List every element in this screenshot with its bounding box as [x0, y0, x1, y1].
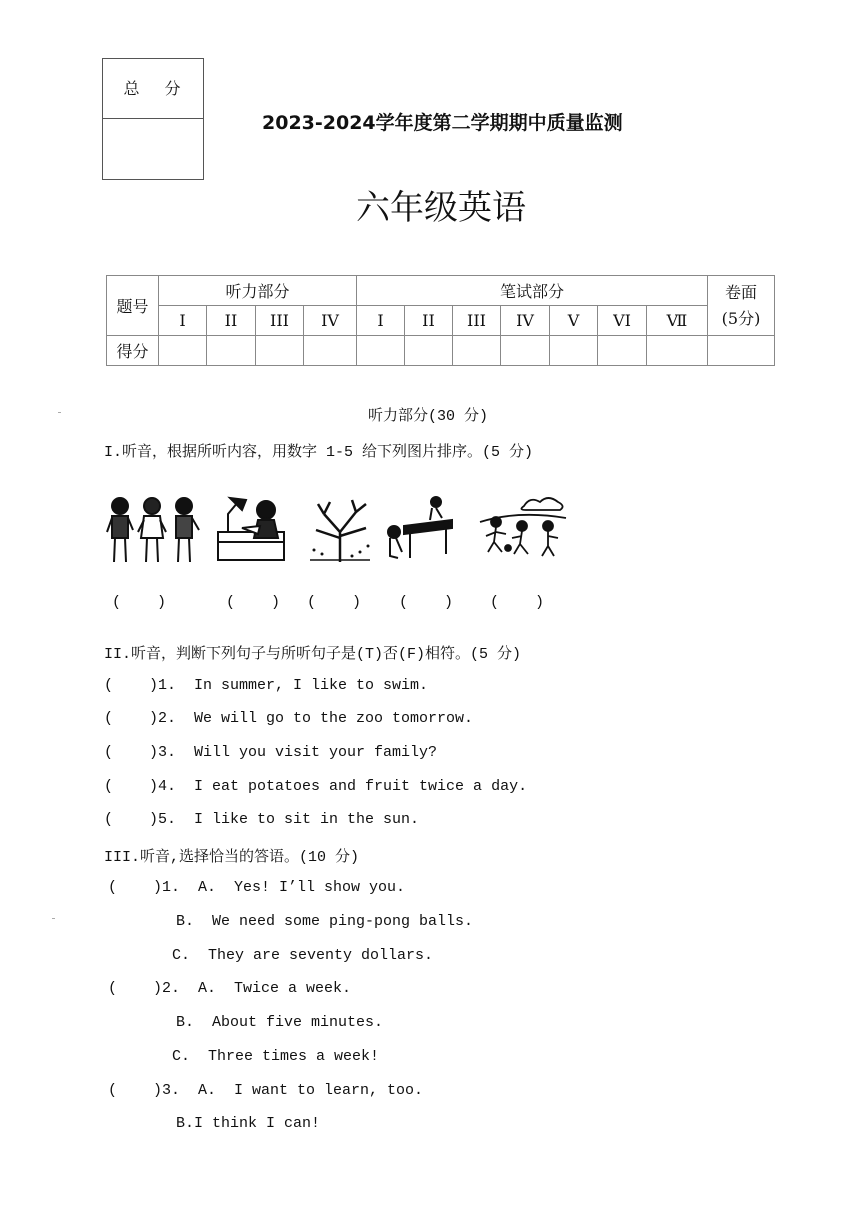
score-cell[interactable]: [550, 336, 598, 366]
written-col-6: VI: [598, 306, 647, 336]
exam-subtitle: 六年级英语: [356, 188, 526, 228]
written-col-3: III: [453, 306, 501, 336]
score-cell[interactable]: [453, 336, 501, 366]
exam-title: 2023-2024学年度第二学期期中质量监测: [262, 112, 623, 134]
scan-speck: [52, 918, 55, 919]
kids-playing-outdoors-icon: [478, 492, 568, 566]
part2-item[interactable]: ( )3. Will you visit your family?: [104, 744, 438, 761]
part3-option: B. About five minutes.: [176, 1014, 384, 1031]
part2-item[interactable]: ( )2. We will go to the zoo tomorrow.: [104, 710, 474, 727]
grade-table: [106, 275, 775, 366]
listening-col-1: I: [159, 306, 207, 336]
score-cell[interactable]: [598, 336, 647, 366]
written-col-4: IV: [501, 306, 550, 336]
score-cell[interactable]: [207, 336, 256, 366]
part2-item[interactable]: ( )1. In summer, I like to swim.: [104, 677, 429, 694]
part1-instruction: I.听音，根据所听内容，用数字 1-5 给下列图片排序。(5 分): [104, 444, 534, 461]
part3-question[interactable]: ( )2. A. Twice a week.: [108, 980, 352, 997]
listening-col-4: IV: [304, 306, 357, 336]
listening-section-title: 听力部分(30 分): [368, 408, 489, 425]
scan-speck: [58, 412, 61, 413]
neatness-label: 卷面: [724, 282, 757, 302]
score-cell[interactable]: [405, 336, 453, 366]
part3-option: B. We need some ping-pong balls.: [176, 913, 474, 930]
score-cell[interactable]: [159, 336, 207, 366]
written-col-7: Ⅶ: [647, 306, 708, 336]
ping-pong-table-icon: [384, 492, 454, 566]
part2-item[interactable]: ( )4. I eat potatoes and fruit twice a day.: [104, 778, 528, 795]
listening-col-3: III: [256, 306, 304, 336]
picture-2-answer[interactable]: ( ): [226, 594, 281, 611]
listening-col-2: II: [207, 306, 256, 336]
neatness-points: (5分): [721, 308, 761, 328]
score-cell[interactable]: [304, 336, 357, 366]
tree-icon: [304, 492, 376, 566]
written-header: 笔试部分: [357, 276, 708, 306]
picture-4-answer[interactable]: ( ): [399, 594, 454, 611]
picture-5-answer[interactable]: ( ): [490, 594, 545, 611]
score-cell[interactable]: [256, 336, 304, 366]
score-cell[interactable]: [501, 336, 550, 366]
part3-option: B.I think I can!: [176, 1115, 321, 1132]
written-col-2: II: [405, 306, 453, 336]
score-cell[interactable]: [647, 336, 708, 366]
total-score-box: [102, 58, 204, 180]
part3-instruction: III.听音,选择恰当的答语。(10 分): [104, 849, 360, 866]
row-label-score: 得分: [107, 336, 159, 366]
total-score-label: 总 分: [103, 59, 203, 119]
part2-item[interactable]: ( )5. I like to sit in the sun.: [104, 811, 420, 828]
part3-option: C. Three times a week!: [172, 1048, 380, 1065]
desk-lamp-study-icon: [214, 492, 288, 566]
total-score-field[interactable]: [103, 119, 203, 179]
score-cell[interactable]: [357, 336, 405, 366]
part3-question[interactable]: ( )3. A. I want to learn, too.: [108, 1082, 424, 1099]
picture-1-answer[interactable]: ( ): [112, 594, 167, 611]
score-cell[interactable]: [708, 336, 775, 366]
part2-instruction: II.听音，判断下列句子与所听句子是(T)否(F)相符。(5 分): [104, 646, 522, 663]
listening-header: 听力部分: [159, 276, 357, 306]
part3-question[interactable]: ( )1. A. Yes! I’ll show you.: [108, 879, 406, 896]
children-icon: [106, 492, 202, 566]
written-col-1: I: [357, 306, 405, 336]
written-col-5: V: [550, 306, 598, 336]
part3-option: C. They are seventy dollars.: [172, 947, 434, 964]
picture-3-answer[interactable]: ( ): [307, 594, 362, 611]
row-label-question-no: 题号: [107, 276, 159, 336]
neatness-header: [708, 276, 775, 336]
